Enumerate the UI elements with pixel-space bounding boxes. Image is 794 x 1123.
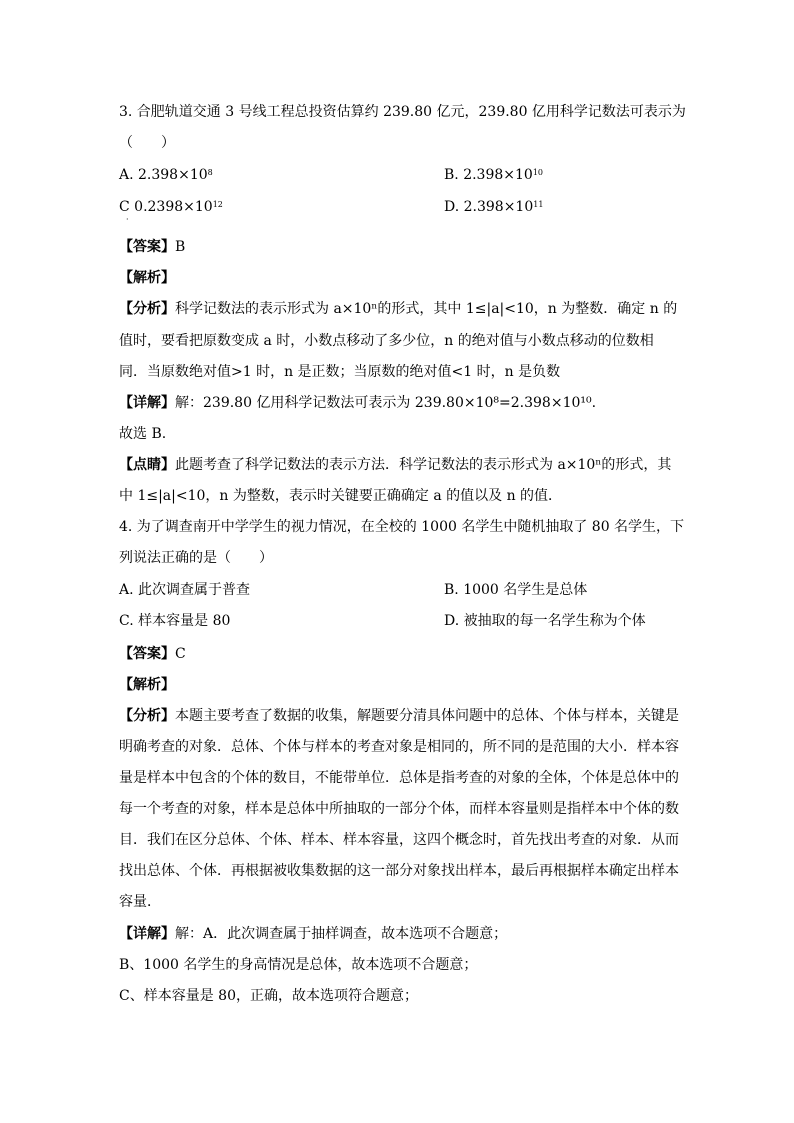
- q3-fenxi-line1: [119, 300, 677, 318]
- q4-answer: [119, 645, 186, 663]
- q4-fenxi-line4: 每一个考查的对象，样本是总体中所抽取的一部分个体，而样本容量则是指样本中个体的数: [119, 801, 679, 817]
- q3-option-a-base: A. 2.398×10: [119, 167, 208, 183]
- q3-fenxi-tag: 【分析】: [119, 301, 175, 317]
- q4-fenxi-line7: 容量．: [119, 894, 161, 910]
- q3-option-b: [444, 166, 543, 184]
- q3-dianjing-line1: [119, 456, 671, 474]
- q4-stem-line2: 列说法正确的是（ ）: [119, 550, 273, 566]
- q4-fenxi-line1: [119, 707, 679, 725]
- q3-detail: [119, 394, 596, 412]
- q4-option-b: B. 1000 名学生是总体: [444, 582, 588, 598]
- q3-dianjing-line2: 中 1≤|a|<10，n 为整数，表示时关键要正确确定 a 的值以及 n 的值．: [119, 488, 563, 504]
- q3-answer-tag: 【答案】: [119, 239, 175, 255]
- q4-detail-line2: B、1000 名学生的身高情况是总体，故本选项不合题意；: [119, 957, 478, 973]
- q4-detail-line1: [119, 925, 507, 943]
- q3-fenxi-line3: 同．当原数绝对值>1 时，n 是正数；当原数的绝对值<1 时，n 是负数: [119, 364, 561, 380]
- q3-option-c: [119, 198, 223, 216]
- q3-option-d-exp: 11: [533, 200, 544, 209]
- q4-answer-value: C: [175, 646, 186, 662]
- q4-detail-line3: C、样本容量是 80，正确，故本选项符合题意；: [119, 988, 418, 1004]
- q4-fenxi-text1: 本题主要考查了数据的收集，解题要分清具体问题中的总体、个体与样本，关键是: [175, 708, 679, 724]
- q4-stem-line1: 4. 为了调查南开中学学生的视力情况，在全校的 1000 名学生中随机抽取了 80 名学生，下: [119, 519, 685, 535]
- q3-detail-text: 解：239.80 亿用科学记数法可表示为 239.80×10⁸=2.398×10¹⁰.: [175, 395, 597, 411]
- q3-fenxi-line2: 值时，要看把原数变成 a 时，小数点移动了多少位，n 的绝对值与小数点移动的位数相: [119, 333, 654, 349]
- q3-analysis-tag: 【解析】: [119, 270, 175, 286]
- q3-option-a: [119, 166, 213, 184]
- q4-fenxi-line6: 找出总体、个体．再根据被收集数据的这一部分对象找出样本，最后再根据样本确定出样本: [119, 863, 679, 879]
- q4-fenxi-line5: 目．我们在区分总体、个体、样本、样本容量，这四个概念时，首先找出考查的对象．从而: [119, 832, 679, 848]
- q3-stem-line2: （ ）: [119, 135, 175, 151]
- q4-option-c: C. 样本容量是 80: [119, 613, 231, 629]
- q4-answer-tag: 【答案】: [119, 646, 175, 662]
- q4-detail-text1: 解：A．此次调查属于抽样调查，故本选项不合题意；: [175, 926, 508, 942]
- q3-answer: [119, 238, 185, 256]
- q4-fenxi-line3: 量是样本中包含的个体的数目，不能带单位．总体是指考查的对象的全体，个体是总体中的: [119, 770, 679, 786]
- q3-option-b-exp: 10: [532, 168, 543, 177]
- q3-option-b-base: B. 2.398×10: [444, 167, 533, 183]
- q3-dianjing-text1: 此题考查了科学记数法的表示方法．科学记数法的表示形式为 a×10ⁿ的形式，其: [175, 457, 672, 473]
- q4-fenxi-tag: 【分析】: [119, 708, 175, 724]
- q4-option-a: A. 此次调查属于普查: [119, 582, 251, 598]
- q4-option-d: D. 被抽取的每一名学生称为个体: [444, 613, 646, 629]
- q3-dianjing-tag: 【点睛】: [119, 457, 175, 473]
- q3-answer-value: B: [175, 239, 186, 255]
- q3-detail-tag: 【详解】: [119, 395, 175, 411]
- q3-option-d: [444, 198, 543, 216]
- q4-analysis-tag: 【解析】: [119, 677, 175, 693]
- q3-choose: 故选 B.: [119, 426, 167, 442]
- q4-fenxi-line2: 明确考查的对象．总体、个体与样本的考查对象是相同的，所不同的是范围的大小．样本容: [119, 739, 679, 755]
- q3-stem-line1: 3. 合肥轨道交通 3 号线工程总投资估算约 239.80 亿元，239.80 亿用科学记数法可表示为: [119, 104, 686, 120]
- q3-fenxi-text1: 科学记数法的表示形式为 a×10ⁿ的形式，其中 1≤|a|<10，n 为整数．确定 n 的: [175, 301, 678, 317]
- q3-option-c-exp: 12: [212, 200, 223, 209]
- q3-option-d-base: D. 2.398×10: [444, 199, 534, 215]
- q3-option-c-base: C 0.2398×10: [119, 199, 213, 215]
- q4-detail-tag: 【详解】: [119, 926, 175, 942]
- stray-dot-mark: ·: [126, 215, 129, 224]
- q3-option-a-exp: 8: [207, 168, 213, 177]
